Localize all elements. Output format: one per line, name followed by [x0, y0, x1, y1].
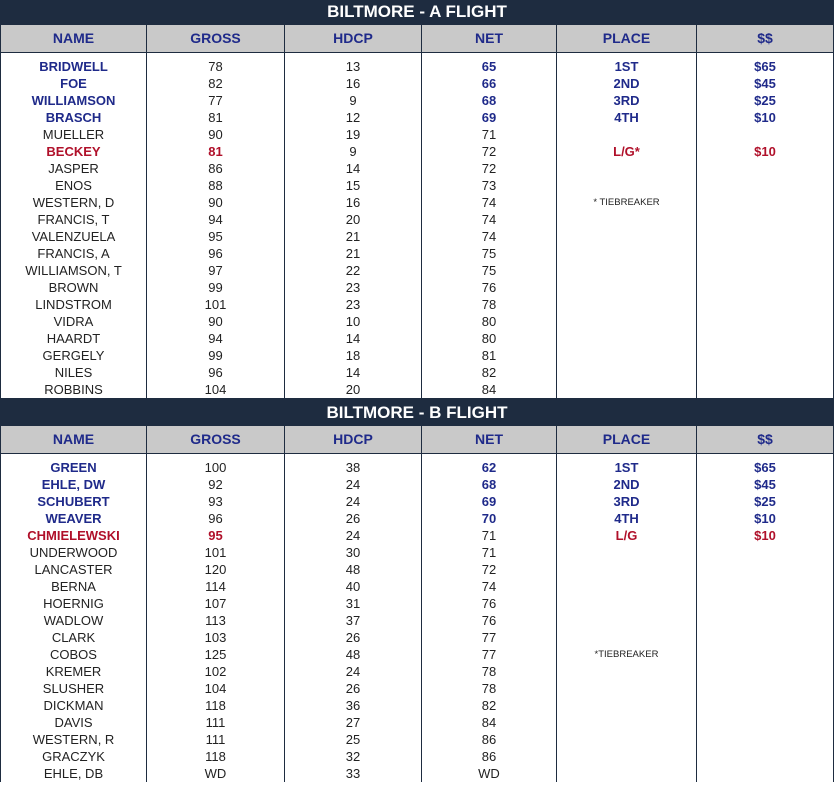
cell-net: 70: [481, 511, 497, 526]
cell-net: 68: [481, 93, 497, 108]
cell-hdcp: 26: [345, 681, 361, 696]
cell-name: VALENZUELA: [31, 229, 116, 244]
cell-gross: 101: [204, 545, 227, 560]
cell-hdcp: 15: [345, 178, 361, 193]
cell-hdcp: 23: [345, 280, 361, 295]
cell-gross: 99: [208, 280, 223, 295]
cell-hdcp: 25: [345, 732, 361, 747]
cell-net: 72: [481, 562, 497, 577]
flight-title: BILTMORE - B FLIGHT: [0, 401, 834, 426]
cell-name: SLUSHER: [42, 681, 105, 696]
cell-hdcp: 24: [345, 528, 361, 543]
cell-name: BRIDWELL: [39, 59, 108, 74]
header-gross: GROSS: [147, 426, 284, 454]
cell-net: 75: [481, 246, 497, 261]
row-spacer: [557, 544, 696, 561]
cell-gross: 90: [208, 195, 223, 210]
cell-name: GREEN: [50, 460, 97, 475]
cell-net: 80: [481, 331, 497, 346]
cell-net: 76: [481, 596, 497, 611]
cell-name: WILLIAMSON, T: [25, 263, 122, 278]
cell-net: 78: [481, 297, 497, 312]
cell-net: 77: [481, 630, 497, 645]
cell-net: 74: [481, 212, 497, 227]
cell-net: 71: [481, 127, 497, 142]
cell-hdcp: 18: [345, 348, 361, 363]
cell-net: 65: [481, 59, 497, 74]
header-money: $$: [697, 426, 833, 454]
cell-place: [557, 126, 696, 143]
cell-name: KREMER: [45, 664, 102, 679]
cell-name: WEAVER: [45, 511, 102, 526]
cell-hdcp: 21: [345, 229, 361, 244]
cell-gross: 118: [205, 698, 226, 713]
cell-hdcp: 21: [345, 246, 361, 261]
cell-gross: 93: [208, 494, 223, 509]
row-spacer: [557, 612, 696, 629]
cell-net: 72: [481, 161, 497, 176]
cell-gross: 81: [208, 110, 223, 125]
cell-gross: 101: [204, 297, 227, 312]
cell-gross: 113: [205, 613, 226, 628]
cell-name: WESTERN, D: [32, 195, 115, 210]
column-hdcp: [285, 25, 422, 398]
column-gross: [147, 426, 285, 782]
tiebreaker-note: * TIEBREAKER: [593, 197, 660, 208]
cell-net: 76: [481, 280, 497, 295]
column-name: [1, 426, 147, 782]
column-name: [1, 25, 147, 398]
cell-net: 84: [481, 382, 497, 397]
cell-name: EHLE, DW: [41, 477, 106, 492]
cell-net: 81: [481, 348, 497, 363]
column-net: [422, 25, 557, 398]
cell-net: 75: [481, 263, 497, 278]
results-table: [0, 426, 834, 782]
cell-name: CLARK: [51, 630, 96, 645]
cell-gross: 99: [208, 348, 223, 363]
cell-hdcp: 23: [345, 297, 361, 312]
cell-net: 74: [481, 229, 497, 244]
cell-name: MUELLER: [42, 127, 105, 142]
header-place: PLACE: [557, 25, 696, 53]
cell-gross: 77: [208, 93, 223, 108]
cell-net: 73: [481, 178, 497, 193]
cell-gross: 95: [208, 229, 223, 244]
cell-net: 74: [481, 579, 497, 594]
cell-name: FRANCIS, T: [37, 212, 110, 227]
cell-name: COBOS: [50, 647, 97, 662]
cell-net: 66: [481, 76, 497, 91]
cell-net: 72: [481, 144, 497, 159]
column-body: [422, 454, 556, 782]
column-net: [422, 426, 557, 782]
cell-name: ENOS: [55, 178, 92, 193]
tiebreaker-note: *TIEBREAKER: [594, 649, 659, 660]
cell-place: 3RD: [613, 93, 640, 108]
cell-place: 2ND: [613, 76, 640, 91]
row-spacer: [557, 177, 696, 194]
cell-money: $65: [754, 59, 776, 74]
header-net: NET: [422, 25, 556, 53]
cell-hdcp: 48: [345, 647, 361, 662]
cell-name: GERGELY: [42, 348, 105, 363]
cell-money: $10: [754, 110, 776, 125]
cell-name: ROBBINS: [44, 382, 103, 397]
results-table: [0, 25, 834, 398]
column-body: [557, 454, 696, 663]
cell-hdcp: 14: [345, 365, 361, 380]
header-name: NAME: [1, 25, 146, 53]
cell-place: 2ND: [613, 477, 640, 492]
cell-place: 4TH: [614, 110, 639, 125]
cell-money: [697, 126, 833, 143]
cell-hdcp: 9: [349, 144, 357, 159]
header-place: PLACE: [557, 426, 696, 454]
cell-gross: 92: [208, 477, 223, 492]
cell-hdcp: 48: [345, 562, 361, 577]
cell-gross: 100: [204, 460, 227, 475]
cell-net: 82: [481, 365, 497, 380]
cell-money: $45: [754, 477, 776, 492]
cell-gross: 96: [208, 511, 223, 526]
column-body: [285, 53, 421, 398]
row-spacer: [557, 595, 696, 612]
column-gross: [147, 25, 285, 398]
cell-gross: 104: [204, 681, 227, 696]
cell-net: 69: [481, 494, 497, 509]
cell-name: BERNA: [51, 579, 96, 594]
cell-name: WESTERN, R: [32, 732, 115, 747]
cell-name: EHLE, DB: [43, 766, 104, 781]
cell-net: 69: [481, 110, 497, 125]
cell-gross: 86: [208, 161, 223, 176]
cell-gross: 94: [208, 212, 223, 227]
cell-hdcp: 22: [345, 263, 361, 278]
column-body: [147, 454, 284, 782]
cell-name: JASPER: [48, 161, 99, 176]
cell-hdcp: 26: [345, 511, 361, 526]
cell-net: 76: [481, 613, 497, 628]
header-name: NAME: [1, 426, 146, 454]
cell-name: HOERNIG: [43, 596, 104, 611]
cell-gross: 125: [204, 647, 227, 662]
cell-hdcp: 24: [345, 494, 361, 509]
column-body: [285, 454, 421, 782]
cell-gross: 102: [204, 664, 227, 679]
cell-gross: 107: [204, 596, 227, 611]
cell-gross: 88: [208, 178, 223, 193]
column-body: [697, 454, 833, 544]
cell-gross: 111: [205, 732, 226, 747]
header-hdcp: HDCP: [285, 25, 421, 53]
flight-section: [0, 398, 834, 782]
cell-gross: 95: [208, 528, 223, 543]
cell-net: 78: [481, 664, 497, 679]
cell-hdcp: 16: [345, 76, 361, 91]
cell-net: 68: [481, 477, 497, 492]
cell-hdcp: 19: [345, 127, 361, 142]
cell-money: $65: [754, 460, 776, 475]
cell-gross: 82: [208, 76, 223, 91]
cell-money: $25: [754, 494, 776, 509]
cell-hdcp: 26: [345, 630, 361, 645]
cell-hdcp: 24: [345, 477, 361, 492]
header-gross: GROSS: [147, 25, 284, 53]
cell-name: SCHUBERT: [37, 494, 110, 509]
cell-name: CHMIELEWSKI: [27, 528, 120, 543]
cell-gross: 120: [204, 562, 227, 577]
cell-place: 1ST: [614, 460, 639, 475]
cell-gross: 90: [208, 127, 223, 142]
cell-name: HAARDT: [46, 331, 101, 346]
cell-hdcp: 14: [345, 331, 361, 346]
cell-net: 71: [481, 528, 497, 543]
row-spacer: [557, 160, 696, 177]
cell-place: L/G: [615, 528, 638, 543]
cell-gross: 97: [208, 263, 223, 278]
cell-name: DICKMAN: [43, 698, 104, 713]
row-spacer: [557, 629, 696, 646]
cell-name: BROWN: [48, 280, 99, 295]
cell-gross: 114: [205, 579, 226, 594]
cell-name: BECKEY: [46, 144, 101, 159]
column-body: [147, 53, 284, 398]
cell-gross: 96: [208, 246, 223, 261]
cell-net: 77: [481, 647, 497, 662]
cell-place: 1ST: [614, 59, 639, 74]
cell-money: $25: [754, 93, 776, 108]
cell-place: 3RD: [613, 494, 640, 509]
cell-hdcp: 40: [345, 579, 361, 594]
column-place: [557, 426, 697, 782]
cell-net: 80: [481, 314, 497, 329]
cell-name: LANCASTER: [34, 562, 113, 577]
column-body: [697, 53, 833, 160]
column-body: [1, 454, 146, 782]
cell-name: UNDERWOOD: [29, 545, 118, 560]
cell-hdcp: 10: [345, 314, 361, 329]
cell-name: WADLOW: [43, 613, 104, 628]
cell-place: L/G*: [613, 144, 640, 159]
cell-net: 71: [481, 545, 497, 560]
cell-net: 84: [481, 715, 497, 730]
flight-title: BILTMORE - A FLIGHT: [0, 0, 834, 25]
column-money: [697, 25, 833, 398]
cell-name: FOE: [60, 76, 87, 91]
cell-net: 82: [481, 698, 497, 713]
cell-gross: WD: [204, 766, 227, 781]
cell-hdcp: 12: [345, 110, 361, 125]
column-body: [557, 53, 696, 211]
cell-name: LINDSTROM: [35, 297, 112, 312]
cell-hdcp: 16: [345, 195, 361, 210]
cell-place: 4TH: [614, 511, 639, 526]
cell-gross: 118: [205, 749, 226, 764]
cell-hdcp: 9: [349, 93, 357, 108]
cell-hdcp: 20: [345, 212, 361, 227]
cell-gross: 111: [205, 715, 226, 730]
cell-gross: 94: [208, 331, 223, 346]
header-net: NET: [422, 426, 556, 454]
cell-gross: 103: [204, 630, 227, 645]
cell-name: FRANCIS, A: [37, 246, 110, 261]
cell-hdcp: 13: [345, 59, 361, 74]
cell-net: 86: [481, 749, 497, 764]
cell-gross: 104: [204, 382, 227, 397]
cell-hdcp: 27: [345, 715, 361, 730]
column-body: [422, 53, 556, 398]
cell-net: 62: [481, 460, 497, 475]
column-money: [697, 426, 833, 782]
cell-net: 78: [481, 681, 497, 696]
cell-hdcp: 36: [345, 698, 361, 713]
cell-name: GRACZYK: [42, 749, 105, 764]
row-spacer: [557, 578, 696, 595]
column-hdcp: [285, 426, 422, 782]
column-place: [557, 25, 697, 398]
cell-money: $45: [754, 76, 776, 91]
cell-hdcp: 37: [345, 613, 361, 628]
cell-hdcp: 14: [345, 161, 361, 176]
cell-hdcp: 38: [345, 460, 361, 475]
header-hdcp: HDCP: [285, 426, 421, 454]
cell-net: 74: [481, 195, 497, 210]
header-money: $$: [697, 25, 833, 53]
cell-net: WD: [478, 766, 500, 781]
cell-gross: 96: [208, 365, 223, 380]
row-spacer: [557, 561, 696, 578]
cell-name: VIDRA: [53, 314, 94, 329]
cell-money: $10: [754, 511, 776, 526]
cell-gross: 78: [208, 59, 223, 74]
cell-gross: 90: [208, 314, 223, 329]
cell-hdcp: 31: [345, 596, 361, 611]
cell-money: $10: [754, 528, 776, 543]
cell-gross: 81: [208, 144, 223, 159]
cell-name: BRASCH: [45, 110, 102, 125]
column-body: [1, 53, 146, 398]
cell-name: NILES: [54, 365, 93, 380]
cell-name: DAVIS: [54, 715, 93, 730]
cell-hdcp: 20: [345, 382, 361, 397]
cell-net: 86: [481, 732, 497, 747]
cell-money: $10: [754, 144, 776, 159]
cell-hdcp: 30: [345, 545, 361, 560]
cell-name: WILLIAMSON: [31, 93, 116, 108]
cell-hdcp: 32: [345, 749, 361, 764]
cell-hdcp: 24: [345, 664, 361, 679]
cell-hdcp: 33: [345, 766, 361, 781]
